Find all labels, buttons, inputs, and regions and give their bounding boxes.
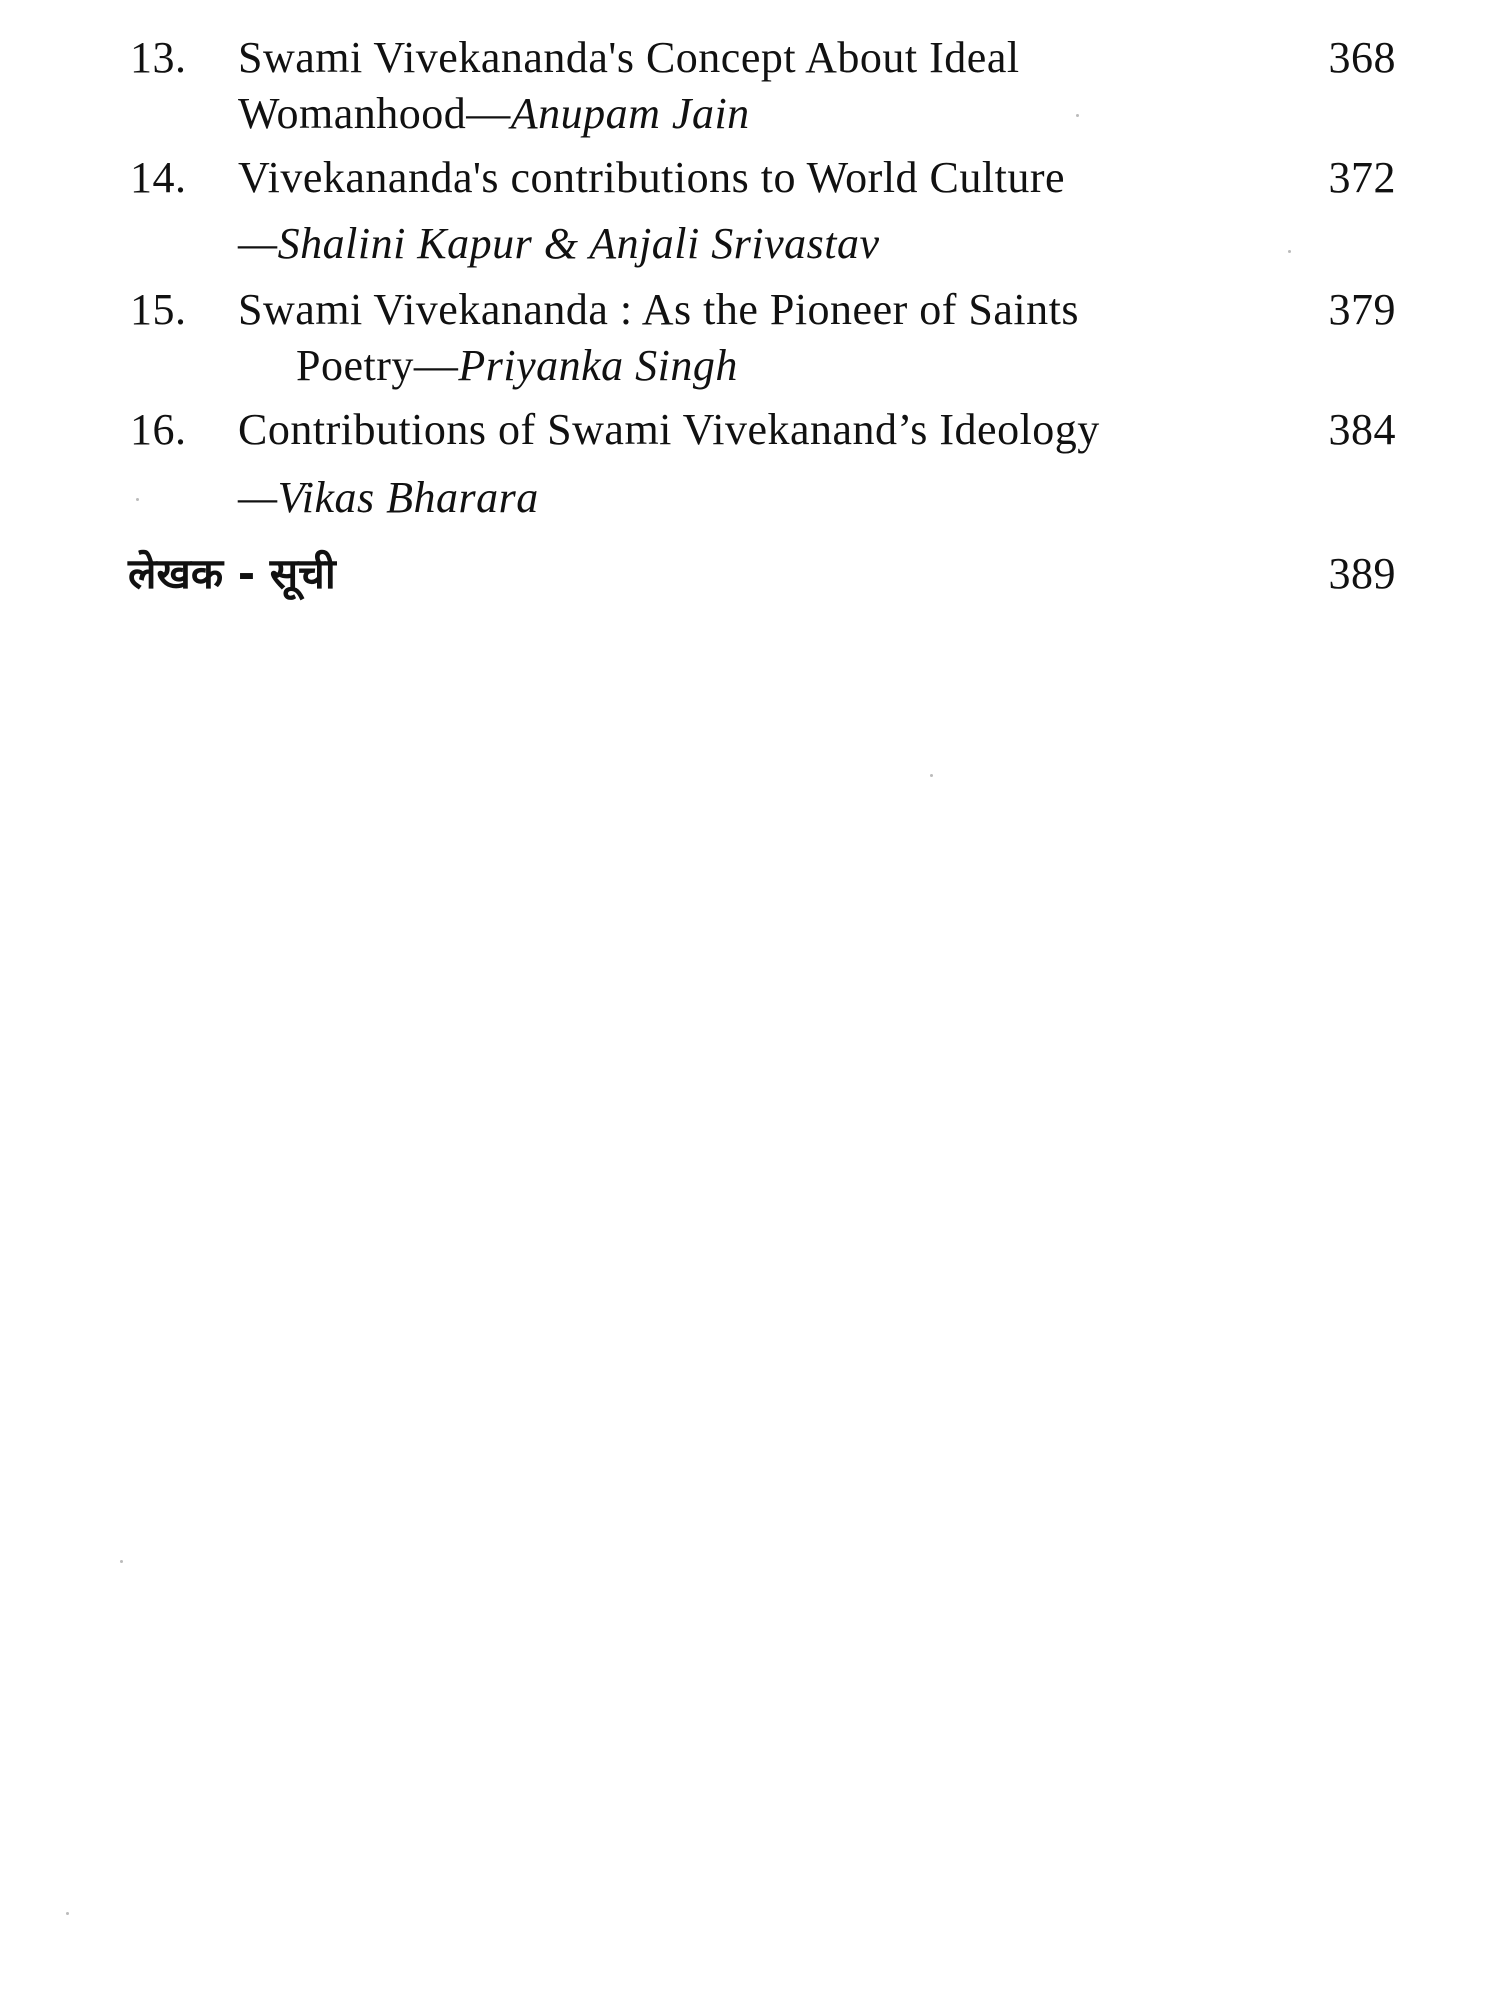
entry-title-continued bbox=[296, 340, 738, 392]
scan-speck bbox=[930, 774, 933, 777]
author-list-heading: लेखक - सूची bbox=[128, 549, 336, 598]
scan-speck bbox=[136, 498, 139, 501]
scan-speck bbox=[1288, 250, 1291, 253]
entry-title-continuation: Poetry— bbox=[296, 341, 459, 390]
entry-title: Swami Vivekananda : As the Pioneer of Saints bbox=[238, 285, 1079, 334]
entry-author: Priyanka Singh bbox=[458, 341, 738, 390]
entry-author: Anupam Jain bbox=[510, 89, 750, 138]
entry-page-number: 389 bbox=[1328, 549, 1396, 598]
entry-number: 16. bbox=[130, 405, 187, 454]
entry-page-number: 384 bbox=[1328, 405, 1396, 454]
entry-title: Swami Vivekananda's Concept About Ideal bbox=[238, 33, 1020, 82]
entry-author: —Shalini Kapur & Anjali Srivastav bbox=[238, 219, 880, 268]
entry-page-number: 379 bbox=[1328, 285, 1396, 334]
entry-title-continued bbox=[238, 88, 750, 140]
scan-speck bbox=[1076, 114, 1079, 117]
entry-author: —Vikas Bharara bbox=[238, 473, 539, 522]
scan-speck bbox=[120, 1560, 123, 1563]
entry-page-number: 368 bbox=[1328, 33, 1396, 82]
entry-title: Contributions of Swami Vivekanand’s Ideology bbox=[238, 405, 1100, 454]
entry-page-number: 372 bbox=[1328, 153, 1396, 202]
entry-title-continuation: Womanhood— bbox=[238, 89, 511, 138]
entry-number: 14. bbox=[130, 153, 187, 202]
scan-speck bbox=[66, 1912, 69, 1915]
entry-number: 13. bbox=[130, 33, 187, 82]
entry-number: 15. bbox=[130, 285, 187, 334]
entry-title: Vivekananda's contributions to World Culture bbox=[238, 153, 1066, 202]
